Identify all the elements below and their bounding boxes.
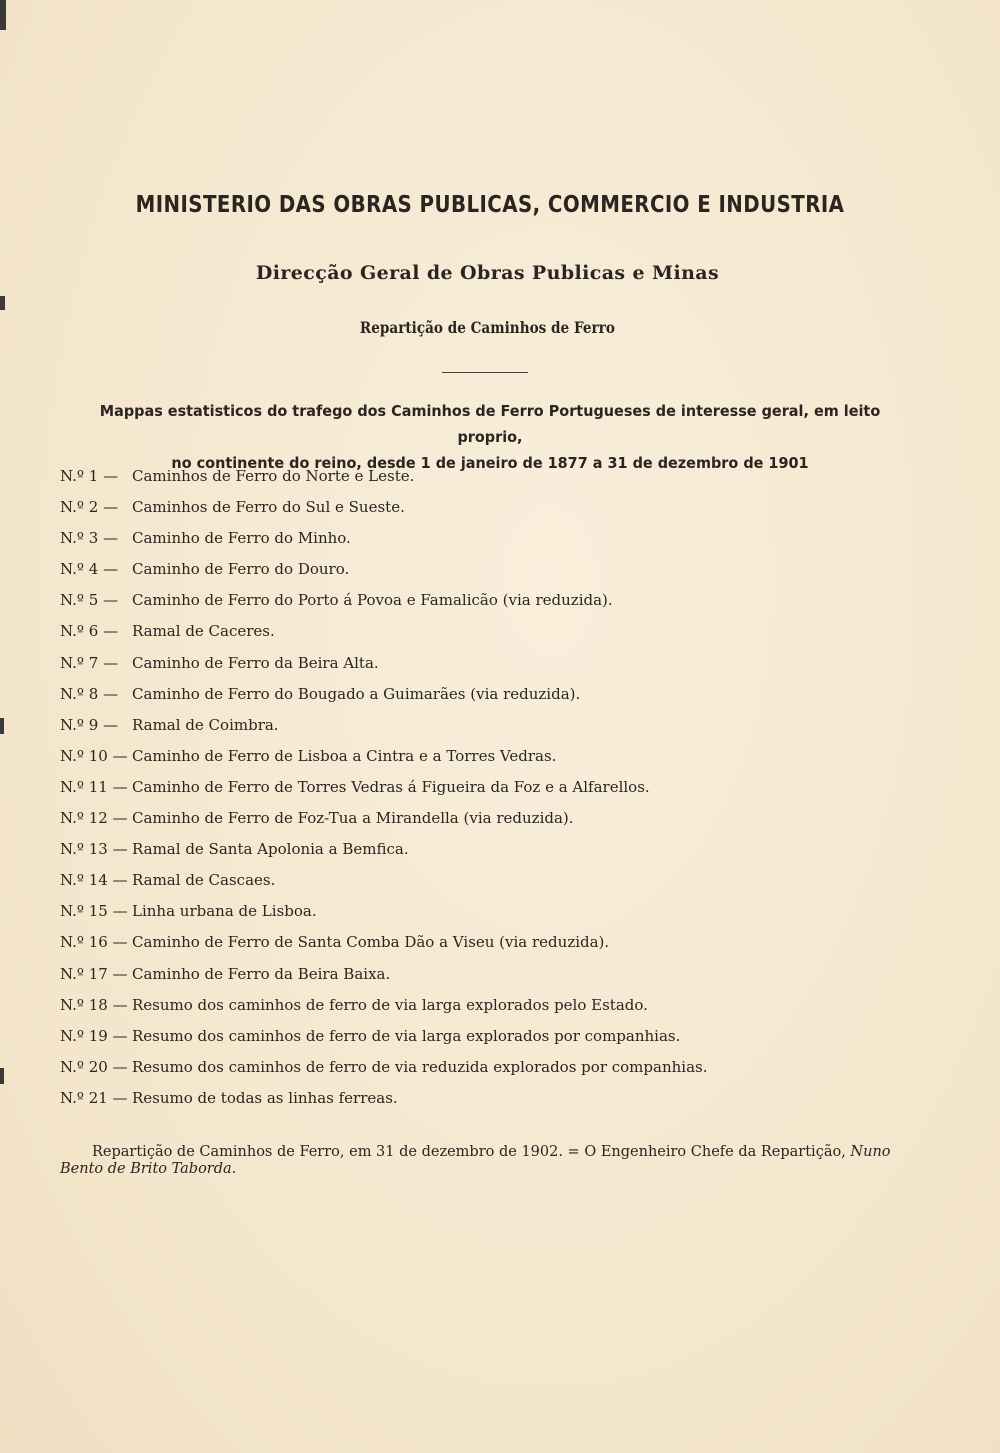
item-text: Ramal de Cascaes. [132,871,276,890]
item-number: N.º 19 — [60,1026,128,1045]
footer-signature: Nuno Bento de Brito Taborda [60,1144,891,1177]
list-item [60,933,940,964]
item-number: N.º 9 — [60,715,119,734]
item-number: N.º 10 — [60,746,128,765]
item-text: Caminho de Ferro da Beira Baixa. [132,964,391,983]
list-item [60,965,940,996]
list-item [60,871,940,902]
footer-text: Repartição de Caminhos de Ferro, em 31 de dezembro de 1902. = O Engenheiro Chefe da Repartição, [92,1144,846,1160]
item-number: N.º 1 — [60,467,119,485]
item-number: N.º 2 — [60,498,119,517]
list-item [60,747,940,778]
ministry-title: MINISTERIO DAS OBRAS PUBLICAS, COMMERCIO E INDUSTRIA [135,192,845,218]
item-number: N.º 21 — [60,1088,128,1107]
list-item [60,685,940,716]
item-text: Caminho de Ferro do Bougado a Guimarães (via reduzida). [132,684,581,703]
list-item [60,716,940,747]
item-number: N.º 18 — [60,995,128,1014]
item-number: N.º 15 — [60,902,128,921]
item-number: N.º 16 — [60,933,128,952]
item-text: Resumo dos caminhos de ferro de via larga explorados por companhias. [132,1026,681,1045]
list-item [60,809,940,840]
footer-note [60,1144,920,1178]
direccao-title: Direcção Geral de Obras Publicas e Minas [255,262,720,284]
list-item [60,560,940,591]
item-text: Resumo dos caminhos de ferro de via reduzida explorados por companhias. [132,1057,708,1076]
item-number: N.º 20 — [60,1057,128,1076]
edge-mark [0,1068,4,1084]
list-item [60,840,940,871]
item-text: Caminho de Ferro da Beira Alta. [132,653,379,672]
list-item [60,654,940,685]
list-item [60,529,940,560]
list-item [60,622,940,653]
subtitle-line-1: Mappas estatisticos do trafego dos Caminhos de Ferro Portugueses de interesse geral, em leito proprio, [99,402,881,446]
list-item [60,467,940,498]
item-text: Ramal de Santa Apolonia a Bemfica. [132,840,409,859]
item-number: N.º 3 — [60,529,119,548]
subtitle-line-2: no continente do reino, desde 1 de janeiro de 1877 a 31 de dezembro de 1901 [171,454,809,472]
item-text: Ramal de Coimbra. [132,715,279,734]
item-number: N.º 7 — [60,653,119,672]
edge-mark [0,0,6,30]
item-text: Caminho de Ferro de Torres Vedras á Figueira da Foz e a Alfarellos. [132,777,650,796]
map-list [60,467,940,1120]
item-number: N.º 5 — [60,591,119,610]
item-text: Caminhos de Ferro do Norte e Leste. [132,467,415,485]
item-number: N.º 12 — [60,809,128,828]
item-number: N.º 14 — [60,871,128,890]
list-item [60,1089,940,1120]
item-text: Resumo dos caminhos de ferro de via larga explorados pelo Estado. [132,995,648,1014]
list-item [60,1027,940,1058]
item-number: N.º 13 — [60,840,128,859]
item-text: Caminho de Ferro de Santa Comba Dão a Viseu (via reduzida). [132,933,610,952]
edge-mark [0,718,4,734]
item-text: Ramal de Caceres. [132,622,275,641]
list-item [60,902,940,933]
divider-rule [442,372,528,373]
document-subtitle [90,398,890,476]
list-item [60,498,940,529]
item-text: Caminho de Ferro de Foz-Tua a Mirandella (via reduzida). [132,809,574,828]
list-item [60,591,940,622]
footer-end: . [231,1161,237,1177]
item-number: N.º 6 — [60,622,119,641]
list-item [60,778,940,809]
item-number: N.º 17 — [60,964,128,983]
item-number: N.º 8 — [60,684,119,703]
item-number: N.º 4 — [60,560,119,579]
item-text: Caminho de Ferro do Minho. [132,529,351,548]
reparticao-title: Repartição de Caminhos de Ferro [359,318,615,337]
edge-mark [0,296,5,310]
item-text: Caminho de Ferro de Lisboa a Cintra e a Torres Vedras. [132,746,557,765]
item-text: Caminho de Ferro do Porto á Povoa e Famalicão (via reduzida). [132,591,613,610]
list-item [60,996,940,1027]
item-number: N.º 11 — [60,777,128,796]
item-text: Caminhos de Ferro do Sul e Sueste. [132,498,405,517]
item-text: Caminho de Ferro do Douro. [132,560,350,579]
item-text: Linha urbana de Lisboa. [132,902,317,921]
list-item [60,1058,940,1089]
item-text: Resumo de todas as linhas ferreas. [132,1088,398,1107]
